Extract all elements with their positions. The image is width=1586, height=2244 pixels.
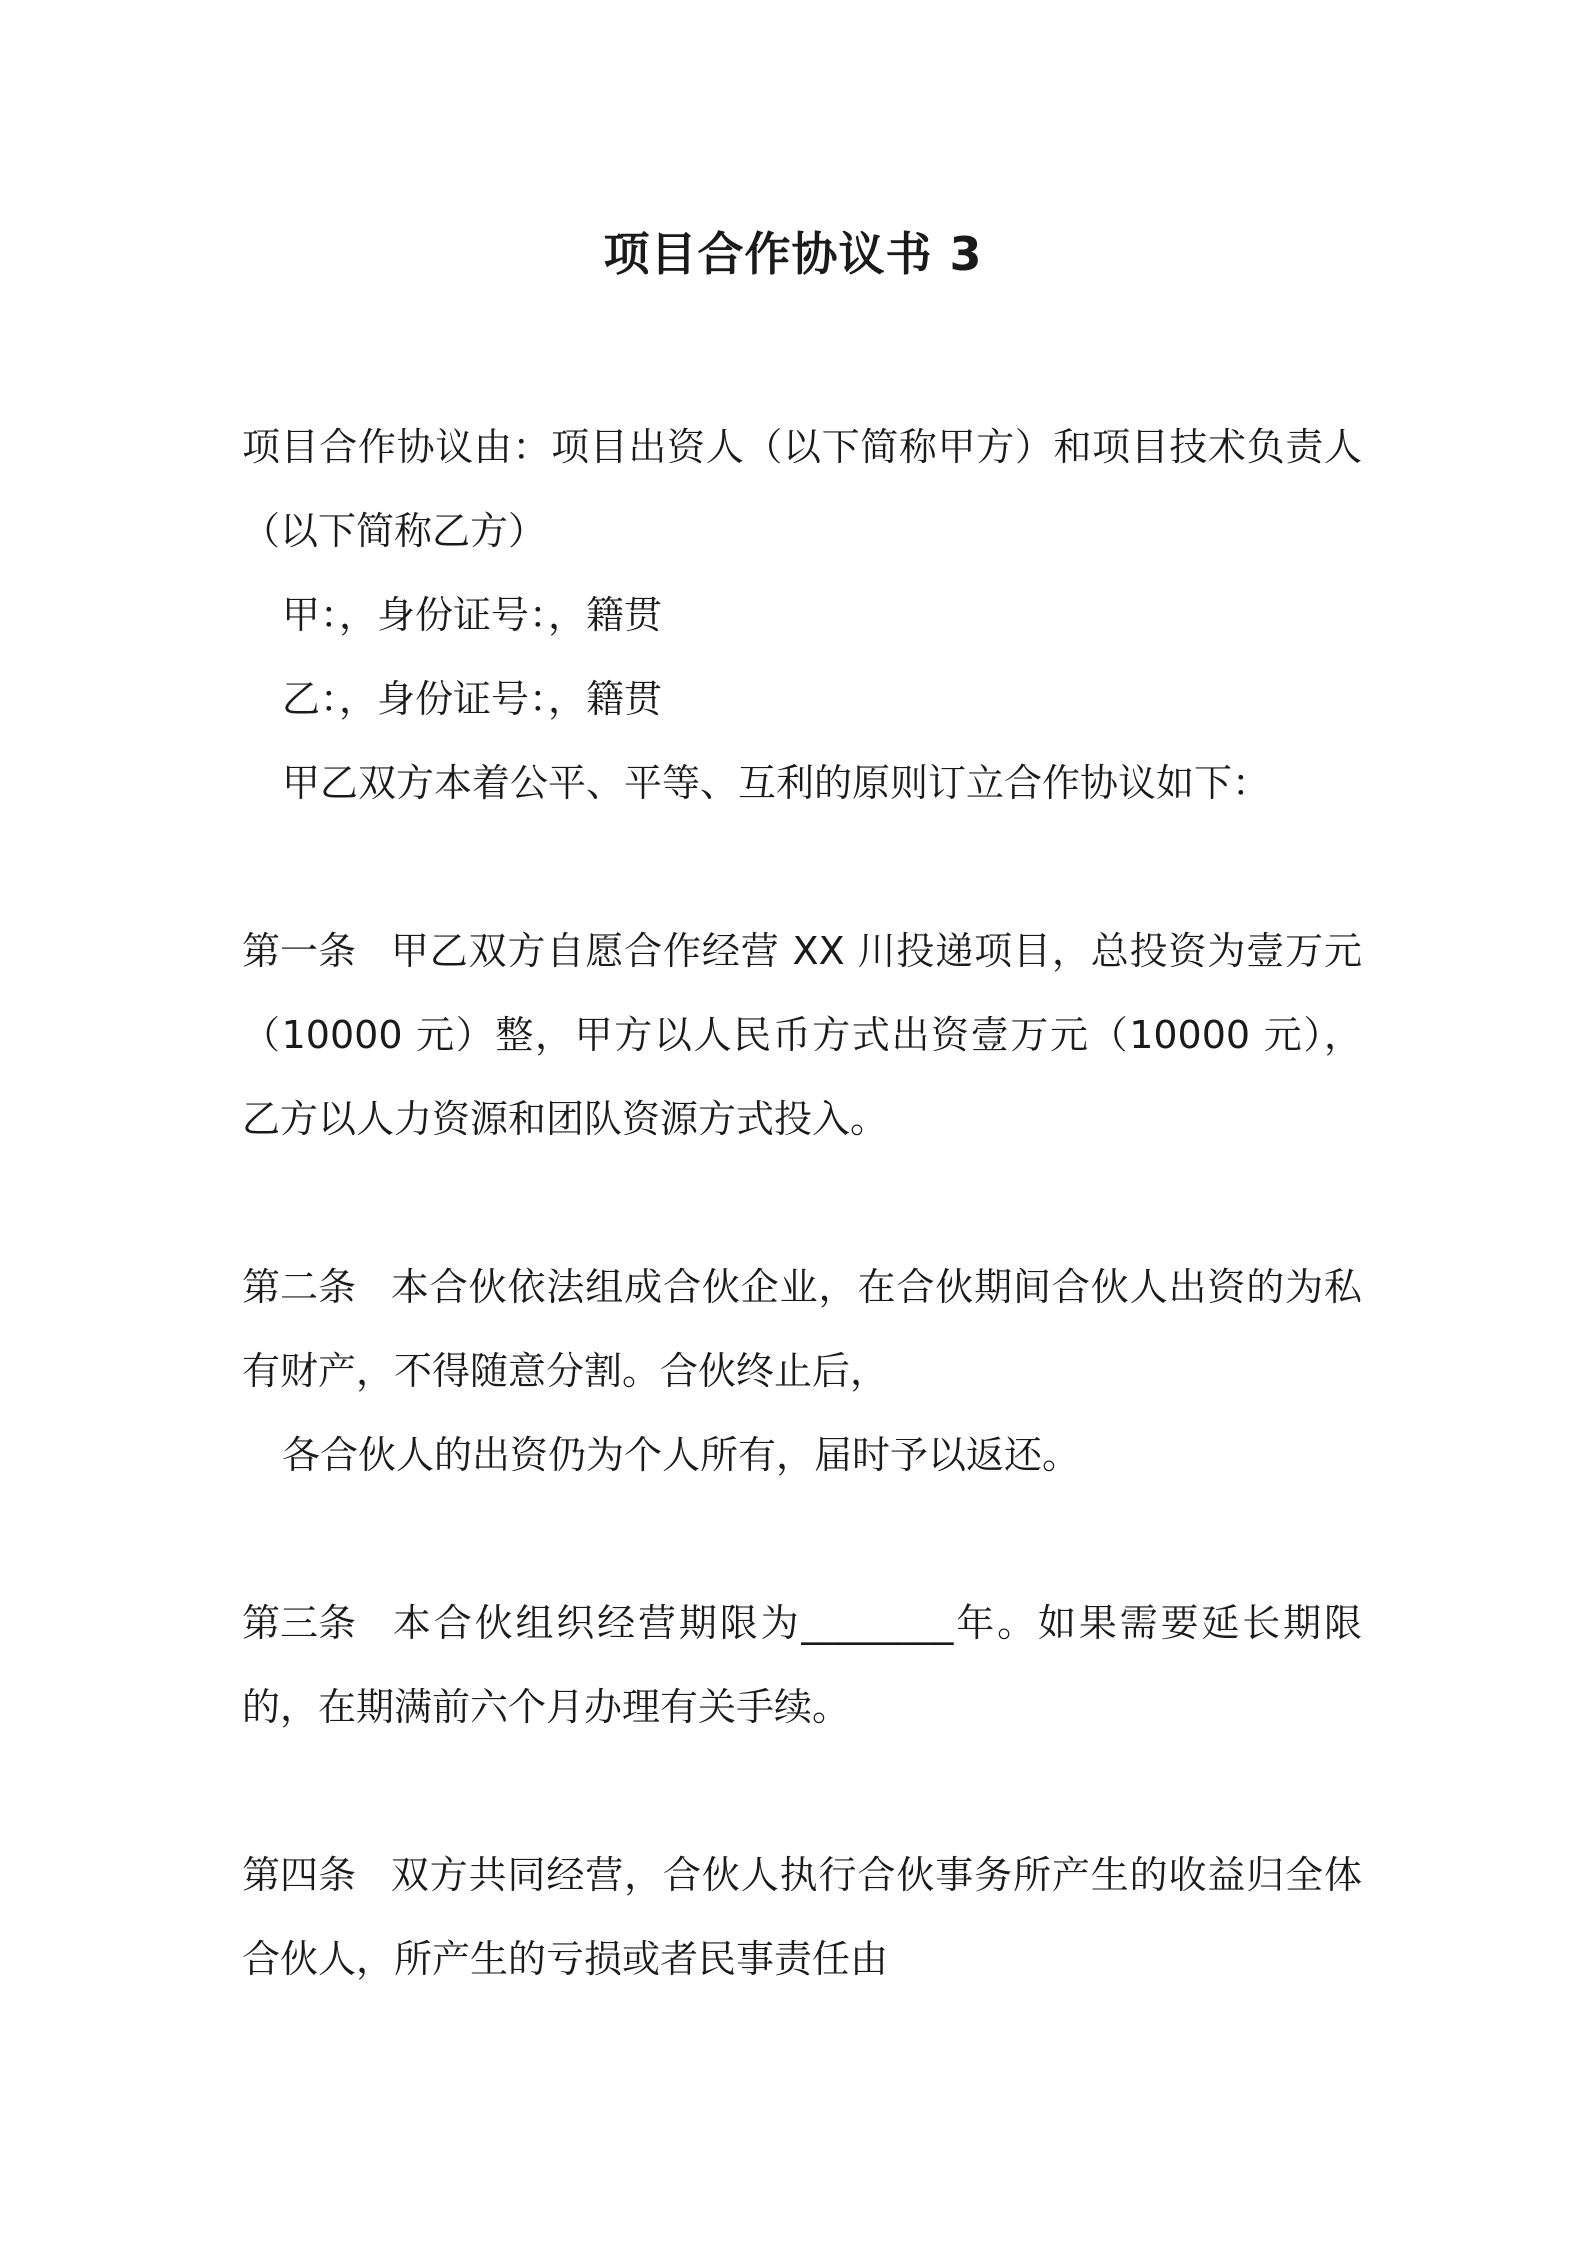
article-number: 第一条 xyxy=(242,929,357,973)
principle-line: 甲乙双方本着公平、平等、互利的原则订立合作协议如下： xyxy=(282,761,1271,805)
intro-paragraph: 项目合作协议由：项目出资人（以下简称甲方）和项目技术负责人（以下简称乙方） xyxy=(242,425,1362,553)
article-text: 本合伙组织经营期限为________年。如果需要延长期限的，在期满前六个月办理有关手续。 xyxy=(242,1601,1362,1729)
document-title: 项目合作协议书 3 xyxy=(603,227,983,281)
article-text: 本合伙依法组成合伙企业，在合伙期间合伙人出资的为私有财产，不得随意分割。合伙终止后， xyxy=(242,1265,1362,1393)
article-4 xyxy=(242,1833,1362,2001)
article-number: 第二条 xyxy=(242,1265,357,1309)
article-number: 第三条 xyxy=(242,1601,357,1645)
article-2 xyxy=(242,1245,1362,1497)
document-body xyxy=(242,405,1362,2001)
article-text: 双方共同经营，合伙人执行合伙事务所产生的收益归全体合伙人，所产生的亏损或者民事责任由 xyxy=(242,1853,1362,1981)
article-text: 甲乙双方自愿合作经营 XX 川投递项目，总投资为壹万元（10000 元）整，甲方以人民币方式出资壹万元（10000 元），乙方以人力资源和团队资源方式投入。 xyxy=(242,929,1362,1141)
party-b-line: 乙：，身份证号：，籍贯 xyxy=(282,677,663,721)
party-a-line: 甲：，身份证号：，籍贯 xyxy=(282,593,663,637)
article-1 xyxy=(242,909,1362,1161)
article-continuation: 各合伙人的出资仍为个人所有，届时予以返还。 xyxy=(282,1433,1081,1477)
article-number: 第四条 xyxy=(242,1853,357,1897)
article-3 xyxy=(242,1581,1362,1749)
